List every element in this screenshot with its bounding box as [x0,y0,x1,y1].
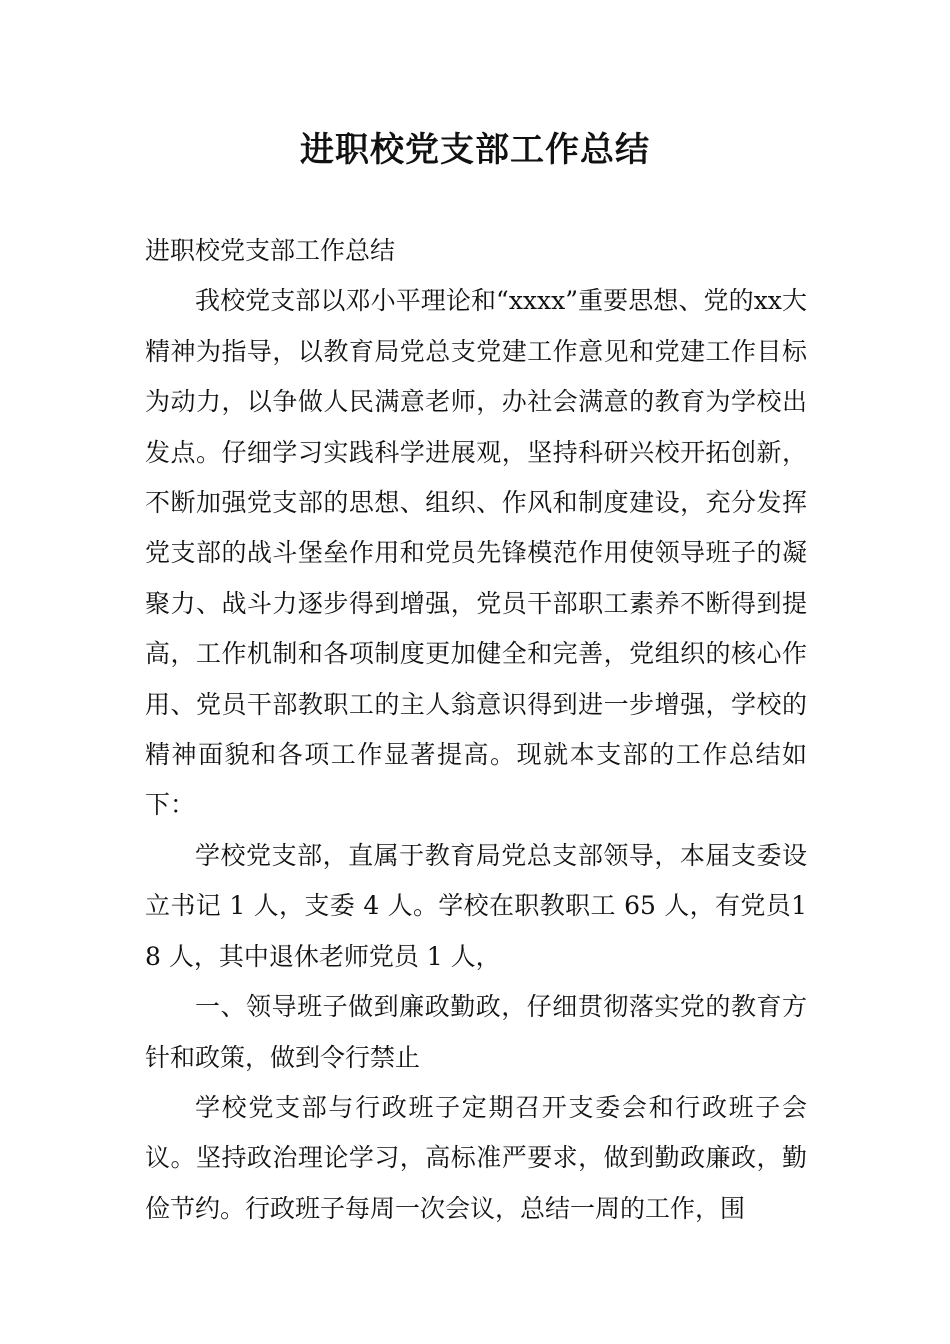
section-content-paragraph: 学校党支部与行政班子定期召开支委会和行政班子会议。坚持政治理论学习，高标准严要求，做到勤政廉政，勤俭节约。行政班子每周一次会议，总结一周的工作，围 [145,1092,807,1223]
document-title: 进职校党支部工作总结 [300,130,650,170]
section-heading-paragraph: 一、领导班子做到廉政勤政，仔细贯彻落实党的教育方针和政策，做到令行禁止 [145,992,807,1072]
intro-paragraph: 我校党支部以邓小平理论和“xxxx”重要思想、党的xx大精神为指导，以教育局党总支党建工作意见和党建工作目标为动力，以争做人民满意老师，办社会满意的教育为学校出发点。仔细学习实践科学进展观，坚持科研兴校开拓创新，不断加强党支部的思想、组织、作风和制度建设，充分发挥党支部的战斗堡垒作用和党员先锋模范作用使领导班子的凝聚力、战斗力逐步得到增强，党员干部职工素养不断得到提高，工作机制和各项制度更加健全和完善，党组织的核心作用、党员干部教职工的主人翁意识得到进一步增强，学校的精神面貌和各项工作显著提高。现就本支部的工作总结如下： [145,286,807,820]
document-body [145,226,807,1234]
branch-overview-paragraph: 学校党支部，直属于教育局党总支部领导，本届支委设立书记 1 人，支委 4 人。学校在职教职工 65 人，有党员18 人，其中退休老师党员 1 人， [145,840,807,971]
subtitle-paragraph: 进职校党支部工作总结 [145,236,396,265]
